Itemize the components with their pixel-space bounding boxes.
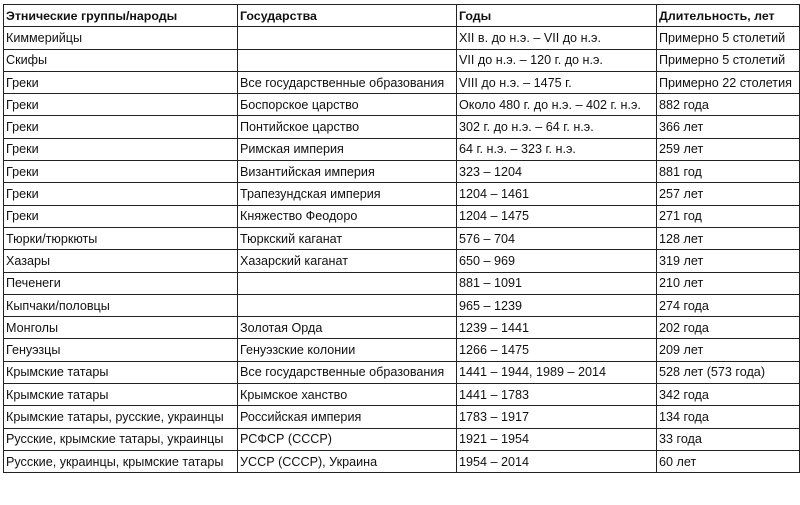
table-row <box>4 361 800 383</box>
header-ethnic-groups: Этнические группы/народы <box>4 5 238 27</box>
table-row <box>4 450 800 472</box>
cell-duration: 33 года <box>657 428 800 450</box>
cell-years: 1204 – 1475 <box>457 205 657 227</box>
table-row <box>4 406 800 428</box>
cell-years: 1239 – 1441 <box>457 317 657 339</box>
cell-duration: 209 лет <box>657 339 800 361</box>
table-row <box>4 428 800 450</box>
table-row <box>4 183 800 205</box>
cell-duration: 271 год <box>657 205 800 227</box>
cell-duration: 210 лет <box>657 272 800 294</box>
cell-duration: 60 лет <box>657 450 800 472</box>
cell-years: 1204 – 1461 <box>457 183 657 205</box>
cell-duration: Примерно 5 столетий <box>657 27 800 49</box>
cell-duration: 319 лет <box>657 250 800 272</box>
cell-years: VIII до н.э. – 1475 г. <box>457 71 657 93</box>
cell-duration: 128 лет <box>657 227 800 249</box>
cell-state: Византийская империя <box>238 161 457 183</box>
table-row <box>4 161 800 183</box>
cell-state: Трапезундская империя <box>238 183 457 205</box>
table-row <box>4 205 800 227</box>
cell-duration: 259 лет <box>657 138 800 160</box>
cell-duration: 528 лет (573 года) <box>657 361 800 383</box>
table-row <box>4 272 800 294</box>
cell-duration: 257 лет <box>657 183 800 205</box>
cell-ethnic-group: Крымские татары, русские, украинцы <box>4 406 238 428</box>
cell-years: 302 г. до н.э. – 64 г. н.э. <box>457 116 657 138</box>
cell-years: XII в. до н.э. – VII до н.э. <box>457 27 657 49</box>
cell-state <box>238 27 457 49</box>
cell-state: Княжество Феодоро <box>238 205 457 227</box>
table-row <box>4 94 800 116</box>
cell-duration: 882 года <box>657 94 800 116</box>
cell-ethnic-group: Греки <box>4 94 238 116</box>
cell-ethnic-group: Кыпчаки/половцы <box>4 294 238 316</box>
cell-ethnic-group: Греки <box>4 71 238 93</box>
cell-years: 881 – 1091 <box>457 272 657 294</box>
cell-years: 576 – 704 <box>457 227 657 249</box>
cell-state: Понтийское царство <box>238 116 457 138</box>
cell-years: 1921 – 1954 <box>457 428 657 450</box>
cell-state: Генуэзские колонии <box>238 339 457 361</box>
table-row <box>4 339 800 361</box>
cell-duration: 274 года <box>657 294 800 316</box>
cell-ethnic-group: Русские, крымские татары, украинцы <box>4 428 238 450</box>
table-row <box>4 116 800 138</box>
cell-state: Все государственные образования <box>238 361 457 383</box>
cell-ethnic-group: Крымские татары <box>4 361 238 383</box>
cell-duration: Примерно 5 столетий <box>657 49 800 71</box>
cell-years: 650 – 969 <box>457 250 657 272</box>
cell-years: 1783 – 1917 <box>457 406 657 428</box>
cell-state <box>238 294 457 316</box>
header-row <box>4 5 800 27</box>
cell-ethnic-group: Печенеги <box>4 272 238 294</box>
cell-years: 1266 – 1475 <box>457 339 657 361</box>
header-years: Годы <box>457 5 657 27</box>
table-row <box>4 49 800 71</box>
cell-ethnic-group: Киммерийцы <box>4 27 238 49</box>
cell-ethnic-group: Греки <box>4 205 238 227</box>
table-row <box>4 250 800 272</box>
cell-ethnic-group: Монголы <box>4 317 238 339</box>
header-states: Государства <box>238 5 457 27</box>
cell-ethnic-group: Греки <box>4 138 238 160</box>
cell-duration: 881 год <box>657 161 800 183</box>
cell-state: Тюркский каганат <box>238 227 457 249</box>
cell-ethnic-group: Тюрки/тюркюты <box>4 227 238 249</box>
cell-state: Хазарский каганат <box>238 250 457 272</box>
cell-ethnic-group: Русские, украинцы, крымские татары <box>4 450 238 472</box>
cell-state: УССР (СССР), Украина <box>238 450 457 472</box>
cell-ethnic-group: Крымские татары <box>4 384 238 406</box>
table-row <box>4 384 800 406</box>
header-duration: Длительность, лет <box>657 5 800 27</box>
cell-years: Около 480 г. до н.э. – 402 г. н.э. <box>457 94 657 116</box>
table-row <box>4 227 800 249</box>
history-table <box>3 4 800 473</box>
cell-years: 1441 – 1944, 1989 – 2014 <box>457 361 657 383</box>
cell-years: 323 – 1204 <box>457 161 657 183</box>
cell-duration: 342 года <box>657 384 800 406</box>
cell-ethnic-group: Генуэзцы <box>4 339 238 361</box>
cell-state <box>238 49 457 71</box>
table-row <box>4 71 800 93</box>
cell-ethnic-group: Скифы <box>4 49 238 71</box>
cell-state: Российская империя <box>238 406 457 428</box>
cell-state: Боспорское царство <box>238 94 457 116</box>
table-row <box>4 317 800 339</box>
cell-ethnic-group: Греки <box>4 116 238 138</box>
cell-ethnic-group: Греки <box>4 161 238 183</box>
table-body <box>4 27 800 473</box>
table-row <box>4 138 800 160</box>
cell-years: 1441 – 1783 <box>457 384 657 406</box>
cell-state: Все государственные образования <box>238 71 457 93</box>
cell-ethnic-group: Греки <box>4 183 238 205</box>
cell-state: Золотая Орда <box>238 317 457 339</box>
table-container <box>3 4 800 473</box>
cell-state: Крымское ханство <box>238 384 457 406</box>
cell-duration: Примерно 22 столетия <box>657 71 800 93</box>
cell-years: 1954 – 2014 <box>457 450 657 472</box>
cell-state: РСФСР (СССР) <box>238 428 457 450</box>
cell-duration: 366 лет <box>657 116 800 138</box>
cell-state: Римская империя <box>238 138 457 160</box>
cell-years: 965 – 1239 <box>457 294 657 316</box>
table-row <box>4 294 800 316</box>
cell-years: VII до н.э. – 120 г. до н.э. <box>457 49 657 71</box>
cell-duration: 134 года <box>657 406 800 428</box>
cell-years: 64 г. н.э. – 323 г. н.э. <box>457 138 657 160</box>
table-row <box>4 27 800 49</box>
cell-duration: 202 года <box>657 317 800 339</box>
cell-state <box>238 272 457 294</box>
cell-ethnic-group: Хазары <box>4 250 238 272</box>
